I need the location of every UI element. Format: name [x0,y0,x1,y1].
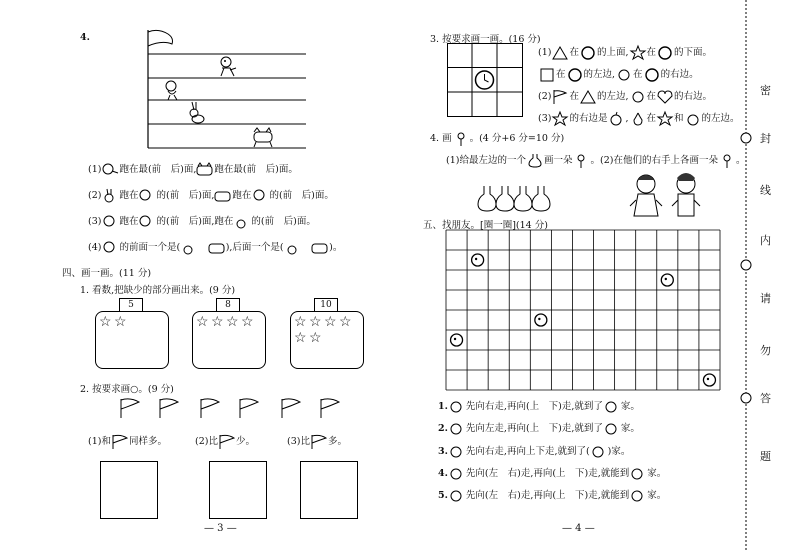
answer-square-3[interactable] [300,461,358,519]
star-icon [656,112,674,126]
q3-title: 3. 按要求画一画。(16 分) [430,34,541,45]
dog-icon [166,81,177,100]
page-number-3: — 3 — [204,523,237,534]
find-friend-question: 4. 先向(左 右)走,再向(上 下)走,就能到 家。 [438,468,667,479]
cat-icon [254,128,272,147]
flag-icon [157,398,181,418]
star-icon: ☆ [309,330,322,346]
q3-line-1: (1) 在 的上面, 在 的下面。 [538,47,713,58]
animal-icon [448,422,466,436]
animal-icon [448,445,466,459]
q3-line-2: 在 的左边, 在 的右边。 [538,66,699,82]
cat-icon [208,241,226,255]
triangle-icon [579,90,597,104]
q4-line-3: (3) 跑在 的(前 后)面,跑在 的(前 后)面。 [88,216,316,227]
vase-icon [478,186,496,211]
animal-icon [590,445,608,459]
animal-icon [448,489,466,503]
flower-icon [718,154,736,168]
flower-icon [452,132,470,146]
star-icon: ☆ [294,314,307,330]
flag-icon [111,435,129,449]
q4-sub-2: (2)在他们的右手上各画一朵 。 [600,155,746,166]
clock-icon [476,71,494,89]
three-by-three-grid [447,43,523,117]
answer-square-2[interactable] [209,461,267,519]
cat-icon [311,241,329,255]
flag-icon [218,435,236,449]
animal-icon [603,400,621,414]
star-icon: ☆ [294,330,307,346]
answer-square-1[interactable] [100,461,158,519]
rabbit-icon [190,102,204,123]
flag-icon [318,398,342,418]
section-5-title: 五、找朋友。[圈一圈](14 分) [423,220,548,231]
flag-icon [310,435,328,449]
dog-icon [472,254,484,266]
heart-icon [656,90,674,104]
find-friend-question: 5. 先向(左 右)走,再向(上 下)走,就能到 家。 [438,490,667,501]
boy-icon [672,173,700,216]
vase-icon [496,186,514,211]
box-number-label: 10 [314,298,338,312]
vase-icon [514,186,532,211]
cat-icon [661,274,673,286]
dog-icon [101,163,119,177]
cat-icon [196,163,214,177]
animal-icon [448,467,466,481]
map-grid [446,230,720,390]
animal-icon [629,489,647,503]
rabbit-icon [233,215,251,229]
clock-icon [566,68,584,82]
animal-icon [603,422,621,436]
clock-icon [579,46,597,60]
star-icon: ☆ [211,314,224,330]
dog-icon [138,215,156,229]
dog-icon [138,189,156,203]
race-track-figure [140,28,310,152]
vase-icon [532,186,550,211]
rabbit-icon [284,241,302,255]
monkey-icon [221,57,236,76]
flag-icon [118,398,142,418]
s4-q1-text: 1. 看数,把缺少的部分画出来。(9 分) [80,285,236,296]
flag-icon [198,398,222,418]
star-icon [551,112,569,126]
apple-icon [607,112,625,126]
clock-icon [656,46,674,60]
star-icon: ☆ [309,314,322,330]
vases-row [478,186,558,212]
star-icon [629,46,647,60]
seal-character: 封 [760,132,771,145]
q4-sub-1: (1)给最左边的一个 画一朵 。 [446,155,600,166]
star-icon: ☆ [114,314,127,330]
s4-q2-text: 2. 按要求画○。(9 分) [80,384,174,395]
clock-icon [643,68,661,82]
star-icon: ☆ [196,314,209,330]
star-icon: ☆ [324,314,337,330]
flag-icon [279,398,303,418]
monkey-icon [251,189,269,203]
rabbit-icon [101,189,119,203]
find-friend-question: 1. 先向右走,再向(上 下)走,就到了 家。 [438,401,640,412]
find-friend-question: 3. 先向右走,再向上下走,就到了( )家。 [438,446,631,457]
seal-character: 线 [760,184,771,197]
cat-icon [703,374,715,386]
seal-character: 请 [760,292,771,305]
monkey-icon [101,215,119,229]
q2-item-3: (3)比 多。 [287,436,347,447]
circle-icon [629,90,647,104]
flag-icon [551,90,569,104]
q3-line-3: (2) 在 的左边, 在 的右边。 [538,91,713,102]
triangle-icon [551,46,569,60]
flower-icon [572,154,590,168]
q2-item-2: (2)比 少。 [195,436,255,447]
q2-item-1: (1)和 同样多。 [88,436,167,447]
q4-line-1: (1) 跑在最(前 后)面, 跑在最(前 后)面。 [88,164,298,175]
box-number-label: 8 [216,298,240,312]
vase-icon [526,154,544,168]
cat-icon [214,189,232,203]
animal-icon [629,467,647,481]
girl-icon [630,175,662,216]
seal-character: 题 [760,450,771,463]
find-friend-question: 2. 先向左走,再向(上 下)走,就到了 家。 [438,423,640,434]
q4-line-4: (4) 的前面一个是( ),后面一个是( )。 [88,242,343,253]
animal-icon [448,400,466,414]
apple-icon [684,112,702,126]
star-icon: ☆ [226,314,239,330]
pear-icon [629,112,647,126]
q4-right-title: 4. 画 。(4 分+6 分=10 分) [430,133,565,144]
rabbit-icon [535,314,547,326]
box-number-label: 5 [119,298,143,312]
star-icon: ☆ [339,314,352,330]
square-icon [538,68,556,82]
monkey-icon [101,241,119,255]
seal-character: 勿 [760,344,771,357]
seal-character: 答 [760,392,771,405]
q3-line-4: (3) 的右边是 , 在 和 的左边。 [538,113,740,124]
seal-character: 密 [760,84,771,97]
star-icon: ☆ [241,314,254,330]
question-4-number: 4. [80,32,90,43]
flag-icon [237,398,261,418]
section-4-title: 四、画一画。(11 分) [62,268,152,279]
page-number-4: — 4 — [562,523,595,534]
seal-character: 内 [760,234,771,247]
rabbit-icon [180,241,198,255]
star-icon: ☆ [99,314,112,330]
children-illustration [628,172,708,220]
circle-icon [615,68,633,82]
q4-line-2: (2) 跑在 的(前 后)面, 跑在 的(前 后)面。 [88,190,334,201]
monkey-icon [451,334,463,346]
